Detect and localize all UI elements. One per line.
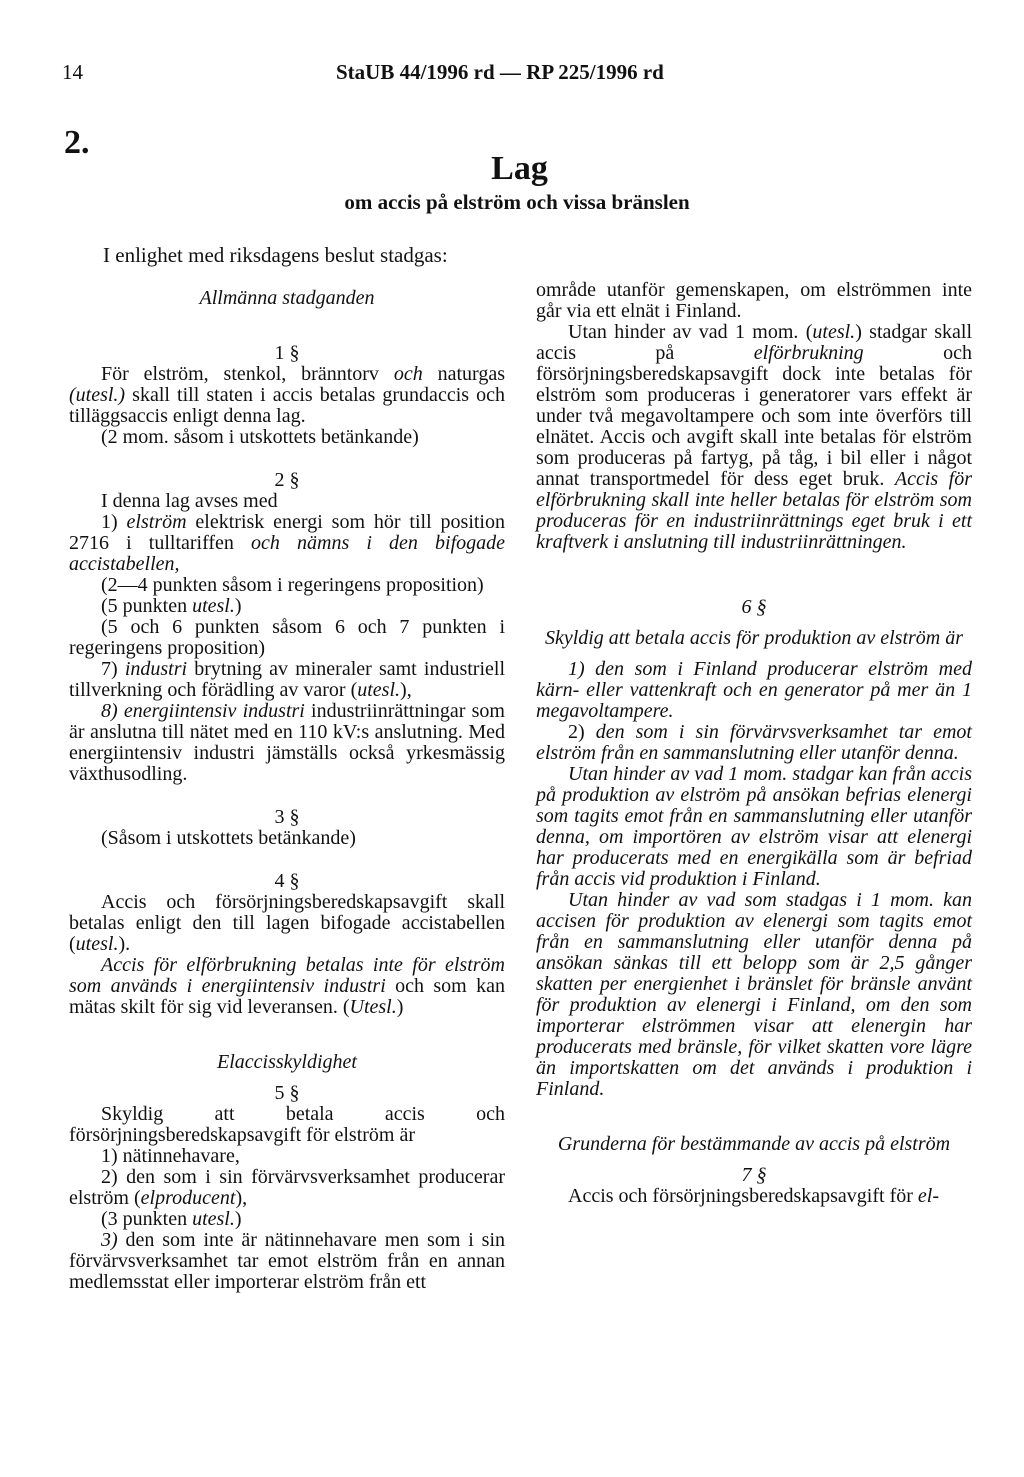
text-run-italic: utesl. xyxy=(75,933,119,955)
text-run-italic: 3) xyxy=(101,1229,118,1251)
heading-liability: Elaccisskyldighet xyxy=(217,1051,357,1073)
section-6-mom-3: Utan hinder av vad som stadgas i 1 mom. kan accisen för produktion av elenergi som tagits emot från en sammanslutning eller utanför denna på ansökan sänkas till ett belopp som är 2,5 gånger skatten per energienhet i bränslet för bränsle använt för produktion av elenergi i Finland, om den som importerar elströmmen visar att elenergin har producerats med bränsle, för vilket skatten vore lägre än importskatten om det används i produktion i Finland. xyxy=(536,889,972,1100)
text-run: ) xyxy=(234,595,242,617)
text-run-italic: (utesl.) xyxy=(69,384,126,406)
section-4-text xyxy=(69,892,505,955)
section-2-sign: 2 § xyxy=(274,469,300,491)
text-run-italic: el- xyxy=(917,1185,939,1207)
section-2-item-7 xyxy=(69,659,505,701)
text-run: ), xyxy=(235,1187,248,1209)
section-2-items-2-4: (2—4 punkten såsom i regeringens proposition) xyxy=(101,574,484,596)
text-run: (3 punkten xyxy=(101,1208,193,1230)
section-1-text xyxy=(69,364,505,427)
text-run: 1) xyxy=(101,511,127,533)
section-6-mom-2: Utan hinder av vad 1 mom. stadgar kan från accis på produktion av elström på ansökan befrias elenergi som tagits emot från en sammanslutning eller utanför denna, om importören av elström visar att elenergi har producerats med en energikälla som är befriad från accis vid produktion i Finland. xyxy=(536,763,972,890)
section-2-item-1 xyxy=(69,512,505,575)
left-column xyxy=(69,288,505,1293)
text-run: Accis och försörjningsberedskapsavgift för xyxy=(568,1185,918,1207)
section-5-sign: 5 § xyxy=(274,1082,300,1104)
section-4-mom-2 xyxy=(69,955,505,1018)
section-5-mom-2 xyxy=(536,322,972,553)
text-run-italic: Utesl. xyxy=(349,996,397,1018)
text-run-italic: utesl. xyxy=(192,1208,235,1230)
section-7-text xyxy=(536,1186,972,1207)
text-run: För elström, stenkol, bränntorv xyxy=(101,363,394,385)
section-3-sign: 3 § xyxy=(274,806,300,828)
text-run: ), xyxy=(400,679,412,701)
text-run-italic: utesl. xyxy=(192,595,235,617)
text-run: Accis och försörjningsberedskapsavgift skall betalas enligt den till lagen bifogade accistabellen ( xyxy=(69,891,505,955)
text-run: 2) xyxy=(568,721,596,743)
text-run-italic: och xyxy=(393,363,423,385)
enactment-clause: I enlighet med riksdagens beslut stadgas: xyxy=(103,243,448,267)
text-run-italic: industri xyxy=(124,658,188,680)
text-run-italic: och nämns i den bifogade accistabellen, xyxy=(69,532,506,575)
heading-grounds: Grunderna för bestämmande av accis på elström xyxy=(557,1133,951,1155)
section-2-item-5 xyxy=(69,596,505,617)
section-2-intro: I denna lag avses med xyxy=(101,490,278,512)
section-1-sign: 1 § xyxy=(274,342,300,364)
text-run-italic: Accis för elförbrukning skall inte heller betalas för elström som produceras för en industriinrättnings eget bruk i ett kraftverk i anslutning till industriinrättningen. xyxy=(536,468,972,553)
section-2-items-5-6: (5 och 6 punkten såsom 6 och 7 punkten i regeringens proposition) xyxy=(69,616,505,659)
text-run-italic: elproducent xyxy=(140,1187,236,1209)
text-run: ) xyxy=(234,1208,242,1230)
text-run: 7) xyxy=(101,658,125,680)
text-run: Utan hinder av vad 1 mom. ( xyxy=(568,321,813,343)
law-subtitle: om accis på elström och vissa bränslen xyxy=(344,190,690,214)
text-run-italic: Accis för elförbrukning betalas inte för elström som används i energiintensiv industri xyxy=(69,954,505,997)
section-2-item-8 xyxy=(69,701,505,785)
section-1-mom-2: (2 mom. såsom i utskottets betänkande) xyxy=(101,426,419,448)
text-run-italic: utesl. xyxy=(812,321,856,343)
text-run-italic: 8) energiintensiv industri xyxy=(101,700,305,722)
section-6-item-1: 1) den som i Finland producerar elström med kärn- eller vattenkraft och en generator på mer än 1 megavoltampere. xyxy=(536,658,972,722)
section-5-item-2 xyxy=(69,1167,505,1209)
section-number: 2. xyxy=(64,124,90,161)
text-run: (5 punkten xyxy=(101,595,193,617)
law-title: Lag xyxy=(491,150,548,187)
text-run-italic: utesl. xyxy=(357,679,401,701)
section-7-sign: 7 § xyxy=(741,1164,767,1186)
heading-general-provisions: Allmänna stadganden xyxy=(199,287,375,309)
section-5-item-3-removed xyxy=(69,1209,505,1230)
text-run: ). xyxy=(118,933,131,955)
text-run: ) xyxy=(396,996,404,1018)
section-5-intro: Skyldig att betala accis och försörjningsberedskapsavgift för elström är xyxy=(69,1103,505,1146)
section-6-heading: Skyldig att betala accis för produktion av elström är xyxy=(544,627,964,649)
text-run: industriinrättningar som är anslutna till nätet med en 110 kV:s anslutning. Med energiintensiv industri jämställs också yrkesmässig växthusodling. xyxy=(69,700,505,785)
section-5-continuation: område utanför gemenskapen, om elströmmen inte går via ett elnät i Finland. xyxy=(536,279,972,322)
text-run: naturgas xyxy=(422,363,505,385)
text-run-italic: elström xyxy=(126,511,187,533)
text-run-italic: den som i sin förvärvsverksamhet tar emot elström från en sammanslutning eller utanför denna. xyxy=(536,721,972,764)
text-run: och som kan mätas skilt för sig vid leveransen. ( xyxy=(69,975,505,1018)
text-run: ) stadgar skall accis på xyxy=(536,321,973,364)
section-3-text: (Såsom i utskottets betänkande) xyxy=(101,827,356,849)
section-6-item-2 xyxy=(536,722,972,764)
section-5-item-3 xyxy=(69,1230,505,1293)
section-6-sign: 6 § xyxy=(741,596,767,618)
text-run: brytning av mineraler samt industriell tillverkning och förädling av varor ( xyxy=(69,658,505,701)
running-head: StaUB 44/1996 rd — RP 225/1996 rd xyxy=(336,60,664,84)
section-4-sign: 4 § xyxy=(274,870,300,892)
section-5-item-1: 1) nätinnehavare, xyxy=(101,1145,240,1167)
text-run: skall till staten i accis betalas grundaccis och tilläggsaccis enligt denna lag. xyxy=(69,384,505,427)
right-column xyxy=(536,280,972,1207)
text-run: och försörjningsberedskapsavgift dock inte betalas för elström som produceras i generatorer vars effekt är under två megavoltampere och som inte överförs till elnätet. Accis och avgift skall inte betalas för elström som produceras på fartyg, på tåg, i bil eller i något annat transportmedel för dess eget bruk. xyxy=(536,342,972,490)
text-run: 2) den som i sin förvärvsverksamhet producerar elström ( xyxy=(69,1166,505,1209)
text-run: elektrisk energi som hör till position 2716 i tulltariffen xyxy=(69,511,505,554)
text-run: den som inte är nätinnehavare men som i sin förvärvsverksamhet tar emot elström från en annan medlemsstat eller importerar elström från ett xyxy=(69,1229,505,1293)
text-run-italic: elförbrukning xyxy=(753,342,864,364)
page-number: 14 xyxy=(62,60,83,84)
